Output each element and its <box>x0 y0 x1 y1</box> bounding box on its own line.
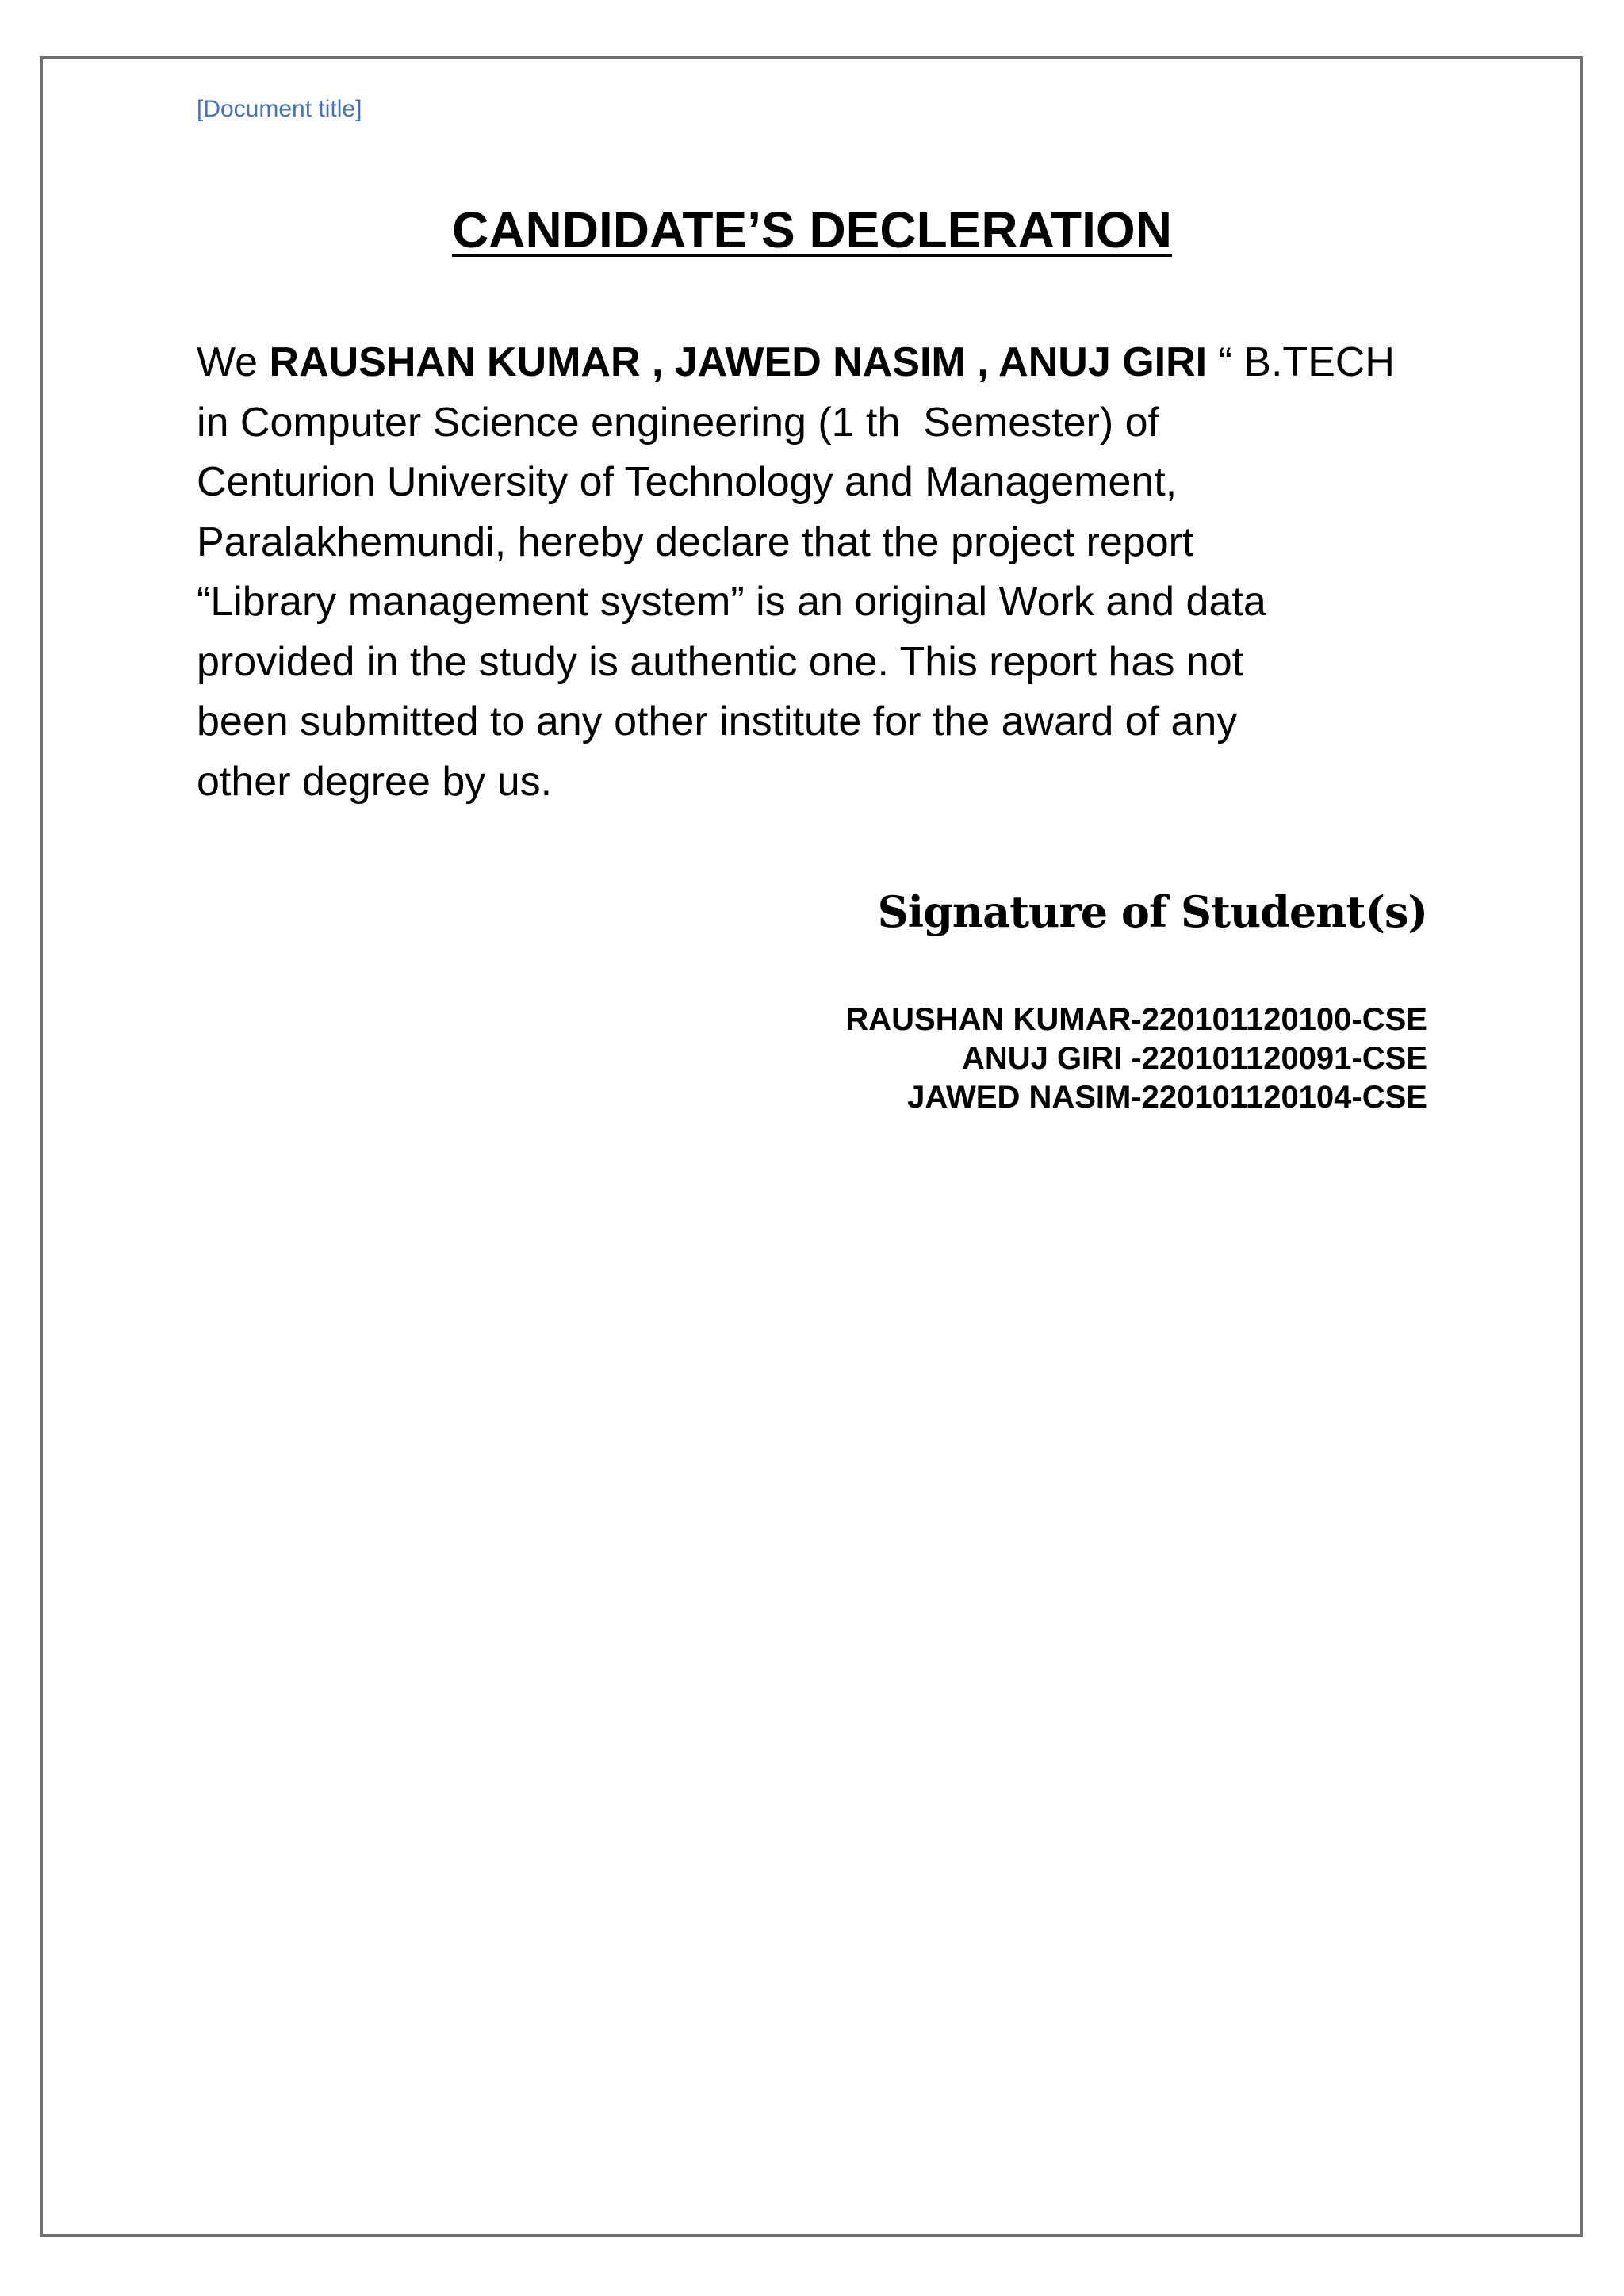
student-entry: RAUSHAN KUMAR-220101120100-CSE <box>845 1002 1427 1037</box>
declaration-line-8: other degree by us. <box>197 758 553 805</box>
declaration-line-3: Centurion University of Technology and Management, <box>197 459 1178 505</box>
declaration-line-2: in Computer Science engineering (1 th Semester) of <box>197 399 1159 446</box>
declaration-line-5: “Library management system” is an original Work and data <box>197 579 1266 625</box>
declaration-body <box>197 333 1434 812</box>
student-entry: JAWED NASIM-220101120104-CSE <box>907 1080 1427 1115</box>
student-list <box>845 1001 1427 1117</box>
declaration-line-4: Paralakhemundi, hereby declare that the project report <box>197 519 1194 565</box>
declaration-line-7: been submitted to any other institute for the award of any <box>197 698 1238 744</box>
declaration-title: CANDIDATE’S DECLERATION <box>452 201 1172 258</box>
declaration-line-1 <box>197 333 1434 393</box>
declaration-line-6: provided in the study is authentic one. This report has not <box>197 638 1244 685</box>
declaration-student-names: RAUSHAN KUMAR , JAWED NASIM , ANUJ GIRI <box>269 339 1208 385</box>
declaration-we: We <box>197 339 270 385</box>
document-title-placeholder: [Document title] <box>197 96 362 122</box>
student-entry: ANUJ GIRI -220101120091-CSE <box>962 1041 1427 1076</box>
signature-heading: Signature of Student(s) <box>877 886 1427 937</box>
declaration-line-1-rest: “ B.TECH <box>1207 339 1395 385</box>
